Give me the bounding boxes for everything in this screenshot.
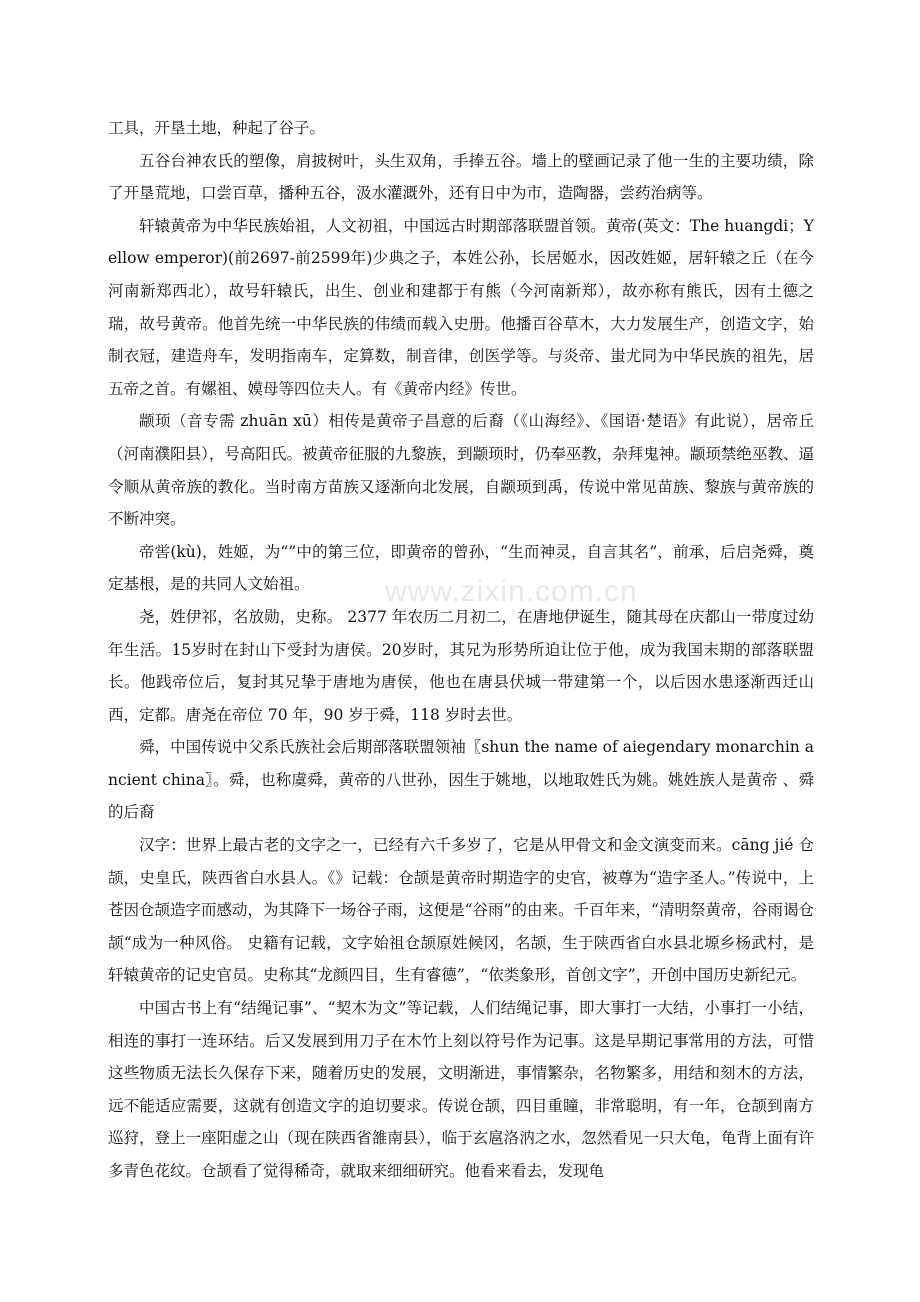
paragraph-huangdi: 轩辕黄帝为中华民族始祖，人文初祖，中国远古时期部落联盟首领。黄帝(英文：The huangdi；Yellow emperor)(前2697-前2599年)少典之子，本姓公孙，长居姬水，因改姓姬，居轩辕之丘（在今河南新郑西北），故号轩辕氏，出生、创业和建都于有熊（今河南新郑），故亦称有熊氏，因有土德之瑞，故号黄帝。他首先统一中华民族的伟绩而载入史册。他播百谷草木，大力发展生产，创造文字，始制衣冠，建造舟车，发明指南车，定算数，制音律，创医学等。与炎帝、蚩尤同为中华民族的祖先，居五帝之首。有嫘祖、嫫母等四位夫人。有《黄帝内经》传世。 xyxy=(108,216,814,398)
paragraph-zhuanxu: 颛顼（音专需 zhuān xū）相传是黄帝子昌意的后裔（《山海经》、《国语·楚语》有此说），居帝丘（河南濮阳县），号高阳氏。被黄帝征服的九黎族，到颛顼时，仍奉巫教，杂拜鬼神。颛顼禁绝巫教、逼令顺从黄帝族的教化。当时南方苗族又逐渐向北发展，自颛顼到禹，传说中常见苗族、黎族与黄帝族的不断冲突。 xyxy=(108,412,814,529)
paragraph-knot-records: 中国古书上有“结绳记事”、“契木为文”等记载，人们结绳记事，即大事打一大结，小事打一小结，相连的事打一连环结。后又发展到用刀子在木竹上刻以符号作为记事。这是早期记事常用的方法，可惜这些物质无法长久保存下来，随着历史的发展，文明渐进，事情繁杂，名物繁多，用结和刻木的方法，远不能适应需要，这就有创造文字的迫切要求。传说仓颉，四目重瞳，非常聪明，有一年，仓颉到南方巡狩，登上一座阳虚之山（现在陕西省雒南县），临于玄扈洛汭之水，忽然看见一只大龟，龟背上面有许多青色花纹。仓颉看了觉得稀奇，就取来细细研究。他看来看去，发现龟 xyxy=(108,999,814,1180)
paragraph-1: 工具，开垦土地，种起了谷子。 xyxy=(108,119,326,137)
watermark: www.zixin.com.cn xyxy=(385,575,638,608)
paragraph-shennong-statue: 五谷台神农氏的塑像，肩披树叶，头生双角，手捧五谷。墙上的壁画记录了他一生的主要功绩，除了开垦荒地，口尝百草，播种五谷，汲水灌溉外，还有日中为市，造陶器，尝药治病等。 xyxy=(108,151,814,203)
paragraph-hanzi-cangjie: 汉字：世界上最古老的文字之一，已经有六千多岁了，它是从甲骨文和金文演变而来。cāng jié 仓颉，史皇氏，陕西省白水县人。《》记载：仓颉是黄帝时期造字的史官，被尊为“造字圣人。”传说中，上苍因仓颉造字而感动，为其降下一场谷子雨，这便是“谷雨”的由来。千百年来，“清明祭黄帝，谷雨谒仓颉“成为一种风俗。 史籍有记载，文字始祖仓颉原姓候冈，名颉，生于陕西省白水县北塬乡杨武村，是轩辕黄帝的记史官员。史称其“龙颜四目，生有睿德”，“依类象形，首创文字”，开创中国历史新纪元。 xyxy=(108,836,814,985)
paragraph-shun: 舜，中国传说中父系氏族社会后期部落联盟领袖〖shun the name of aiegendary monarchin ancient china〗。舜，也称虞舜，黄帝的八世孙，因生于姚地，以地取姓氏为姚。姚姓族人是黄帝 、舜的后裔 xyxy=(108,738,814,822)
paragraph-diku: 帝喾(kù)，姓姬，为“”中的第三位，即黄帝的曾孙，“生而神灵，自言其名”，前承，后启尧舜，奠定基根，是的共同人文始祖。 xyxy=(108,542,814,594)
document-body xyxy=(108,112,814,1188)
paragraph-yao: 尧，姓伊祁，名放勋，史称。 2377 年农历二月初二，在唐地伊诞生，随其母在庆都山一带度过幼年生活。15岁时在封山下受封为唐侯。20岁时，其兄为形势所迫让位于他，成为我国末期的部落联盟长。他践帝位后，复封其兄挚于唐地为唐侯，他也在唐县伏城一带建第一个，以后因水患逐渐西迁山西，定都。唐尧在帝位 70 年，90 岁于舜，118 岁时去世。 xyxy=(108,607,814,724)
